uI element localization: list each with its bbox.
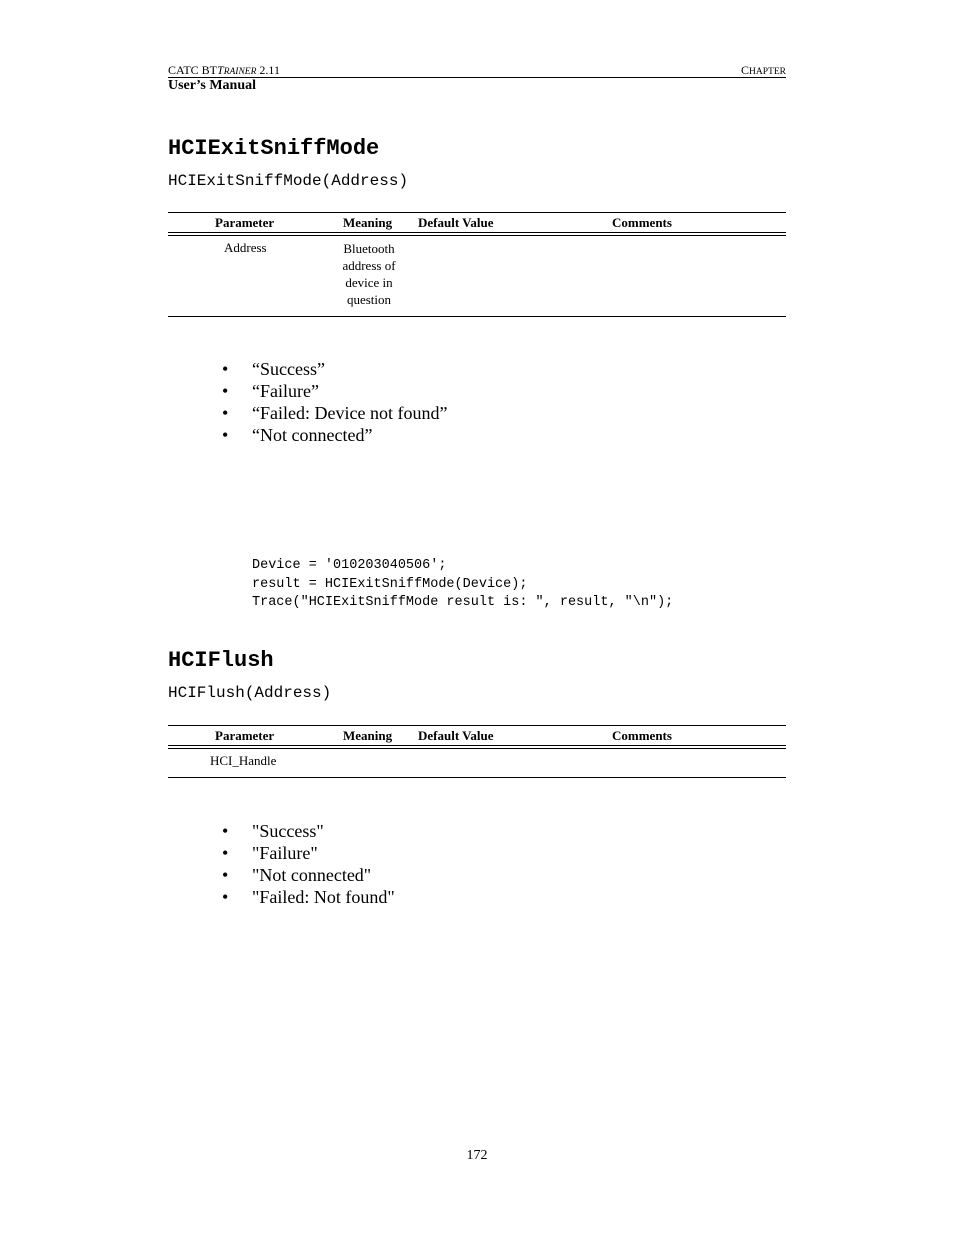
function-signature: HCIFlush(Address) [168,684,332,702]
code-line: Device = '010203040506'; [252,558,447,573]
section-title-hciexitsniffmode: HCIExitSniffMode [168,136,380,161]
col-comments: Comments [612,728,672,743]
return-values-list [222,358,447,446]
code-example [252,557,673,613]
col-comments: Comments [612,215,672,230]
code-line: Trace("HCIExitSniffMode result is: ", result, "\n"); [252,595,674,610]
list-item: • "Failure" [222,843,318,863]
list-item: • "Success" [222,821,324,841]
parameter-table [168,212,786,317]
list-item: • "Not connected" [222,865,372,885]
header-product: CATC BTTRAINER 2.11 [168,63,280,77]
header-chapter: CHAPTER [741,63,786,77]
table-header-row [168,726,786,745]
return-values-list [222,820,395,908]
header-rule [168,77,786,78]
list-item: • “Not connected” [222,425,373,445]
cell-meaning: Bluetooth address of device in question [342,241,396,307]
list-item: • “Failed: Device not found” [222,403,448,423]
function-signature: HCIExitSniffMode(Address) [168,172,409,190]
list-item: • "Failed: Not found" [222,887,395,907]
code-line: result = HCIExitSniffMode(Device); [252,576,528,592]
col-default-value: Default Value [418,215,494,230]
list-item: • “Failure” [222,381,319,401]
cell-parameter: HCI_Handle [210,753,277,768]
list-item: • “Success” [222,359,325,379]
col-meaning: Meaning [343,215,393,230]
section-title-hciflush: HCIFlush [168,648,274,673]
col-parameter: Parameter [215,728,275,743]
col-default-value: Default Value [418,728,494,743]
parameter-table [168,725,786,779]
table-header-row [168,213,786,232]
page-number: 172 [466,1148,488,1163]
cell-parameter: Address [224,240,267,255]
col-meaning: Meaning [343,728,393,743]
header-manual: User’s Manual [168,78,257,93]
col-parameter: Parameter [215,215,275,230]
